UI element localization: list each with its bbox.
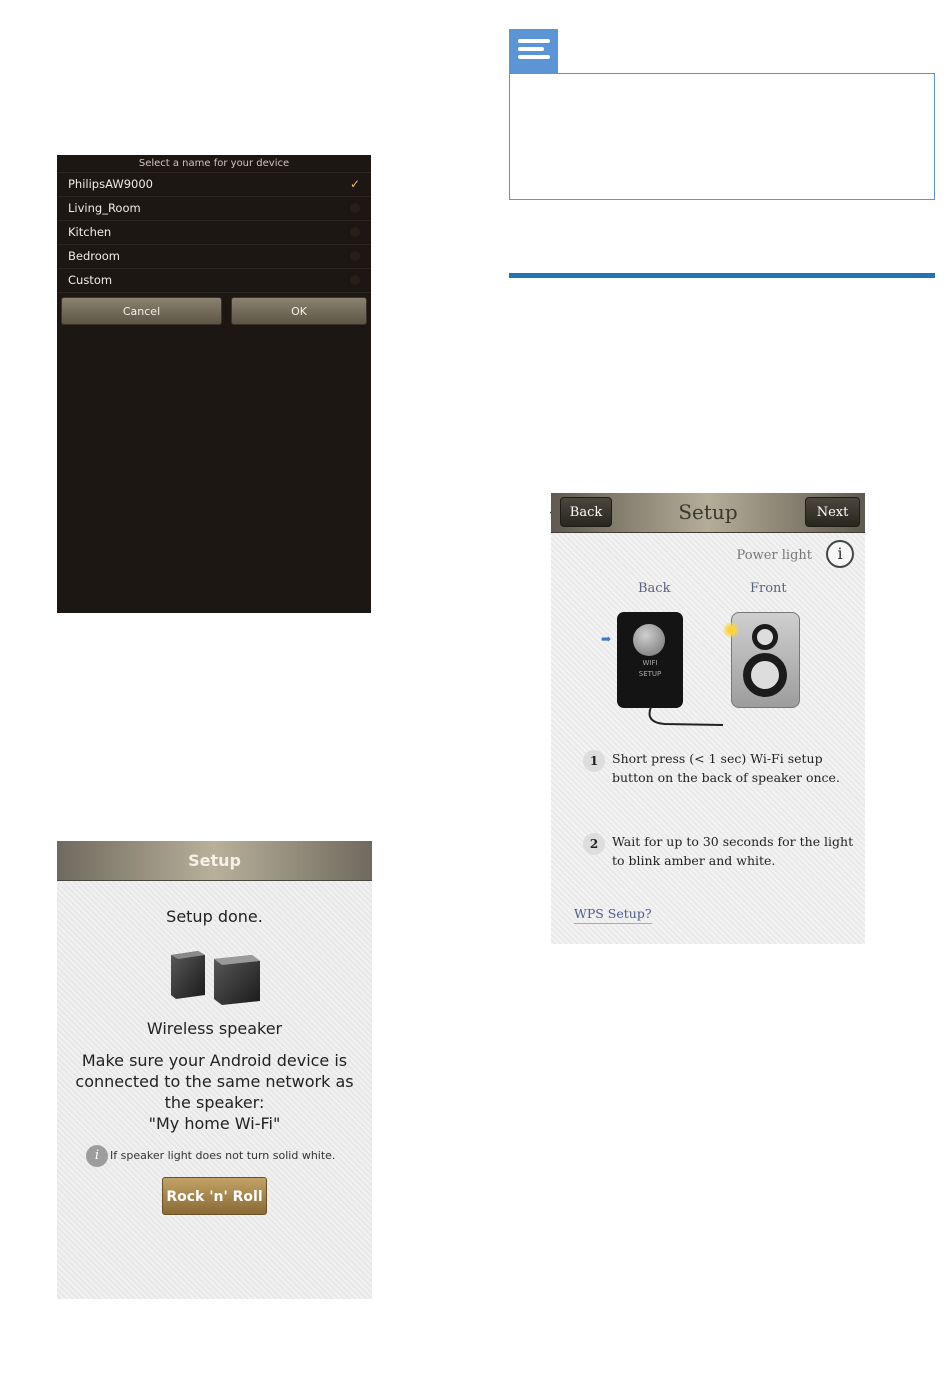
back-view-label: Back	[638, 581, 671, 596]
option-label: Bedroom	[68, 249, 121, 263]
power-light-label: Power light	[736, 548, 812, 563]
power-cable-image	[645, 707, 725, 729]
name-option-bedroom[interactable]	[57, 245, 371, 269]
note-icon	[509, 29, 558, 73]
setup-done-text: Setup done.	[166, 907, 263, 926]
speaker-pair-image	[168, 949, 263, 1005]
setup-text: SETUP	[638, 670, 662, 678]
ok-button[interactable]: OK	[231, 297, 367, 325]
check-icon: ✓	[349, 177, 360, 191]
step-number: 2	[583, 833, 605, 855]
rock-n-roll-button[interactable]: Rock 'n' Roll	[162, 1177, 267, 1215]
setup-title-bar	[551, 493, 865, 533]
note-icon-line	[518, 55, 550, 59]
radio-icon	[350, 203, 360, 213]
note-icon-line	[518, 47, 544, 51]
option-label: Custom	[68, 273, 113, 287]
device-name-dialog-screenshot	[57, 155, 371, 613]
tweeter-image	[752, 624, 778, 650]
setup-title: Setup	[678, 500, 738, 524]
network-message-text: Make sure your Android device is connected to the same network as the speaker:	[75, 1051, 354, 1112]
cancel-button[interactable]: Cancel	[61, 297, 222, 325]
network-name: "My home Wi-Fi"	[148, 1114, 281, 1133]
woofer-image	[743, 653, 787, 697]
setup-done-screenshot	[57, 841, 372, 1299]
speaker-back-image	[617, 612, 683, 708]
step-number: 1	[583, 750, 605, 772]
name-option-living-room[interactable]	[57, 197, 371, 221]
step-text: Short press (< 1 sec) Wi-Fi setup button on the back of speaker once.	[612, 751, 840, 785]
note-box	[509, 73, 935, 200]
option-label: Living_Room	[68, 201, 141, 215]
light-help-row[interactable]	[86, 1145, 366, 1167]
radio-icon	[350, 275, 360, 285]
name-option-kitchen[interactable]	[57, 221, 371, 245]
info-icon[interactable]: i	[86, 1145, 108, 1167]
next-button[interactable]: Next	[805, 497, 860, 527]
option-label: PhilipsAW9000	[68, 177, 153, 191]
wifi-text: WIFI	[642, 659, 658, 667]
wifi-setup-button-image	[633, 624, 665, 656]
section-divider	[509, 273, 935, 278]
light-help-text: If speaker light does not turn solid white.	[110, 1149, 336, 1162]
back-button[interactable]: Back	[560, 497, 612, 527]
arrow-right-icon: ➡	[601, 632, 612, 646]
note-icon-line	[518, 39, 550, 43]
front-view-label: Front	[750, 581, 787, 596]
dialog-buttons	[61, 297, 367, 325]
step-text: Wait for up to 30 seconds for the light to blink amber and white.	[612, 834, 854, 868]
speaker-name: Wireless speaker	[146, 1019, 283, 1038]
name-option-philips[interactable]	[57, 173, 371, 197]
network-message	[61, 1050, 368, 1134]
name-option-custom[interactable]	[57, 269, 371, 293]
option-label: Kitchen	[68, 225, 112, 239]
radio-icon	[350, 227, 360, 237]
wps-setup-link[interactable]: WPS Setup?	[574, 906, 652, 924]
wifi-setup-screenshot	[551, 493, 865, 944]
speaker-front-image	[731, 612, 800, 708]
power-light-glow	[723, 622, 739, 638]
dialog-title: Select a name for your device	[57, 155, 371, 173]
radio-icon	[350, 251, 360, 261]
info-icon[interactable]: i	[826, 540, 854, 568]
setup-title-bar: Setup	[57, 841, 372, 881]
